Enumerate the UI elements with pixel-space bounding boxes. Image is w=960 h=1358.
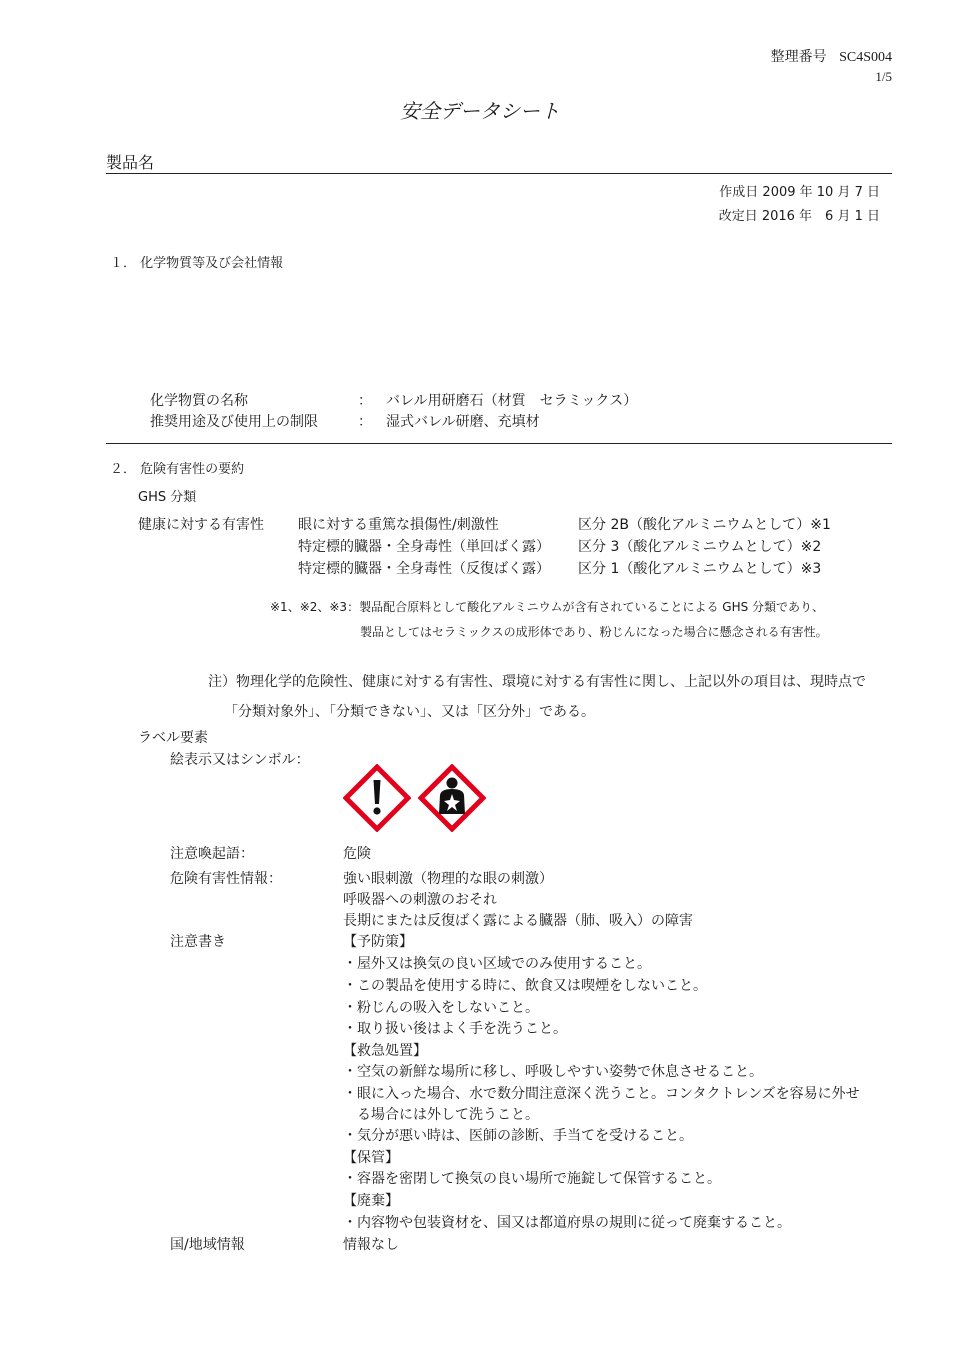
- precaution-heading-first-aid: 【救急処置】: [343, 1043, 427, 1059]
- created-date: 作成日 2009 年 10 月 7 日: [719, 185, 880, 200]
- health-hazard-icon: [418, 764, 486, 832]
- section1-heading: １． 化学物質等及び会社情報: [110, 256, 284, 271]
- precaution-line: ・眼に入った場合、水で数分間注意深く洗うこと。コンタクトレンズを容易に外せ: [343, 1086, 860, 1102]
- precaution-line: ・取り扱い後はよく手を洗うこと。: [343, 1021, 567, 1037]
- page-number: 1/5: [875, 69, 892, 84]
- product-underline: [106, 173, 892, 174]
- precaution-line: ・容器を密閉して換気の良い場所で施錠して保管すること。: [343, 1171, 721, 1187]
- precaution-line: ・内容物や包装資材を、国又は都道府県の規則に従って廃棄すること。: [343, 1215, 791, 1231]
- signal-word-label: 注意喚起語：: [170, 846, 254, 862]
- footnote-line-1: ※1、※2、※3：製品配合原料として酸化アルミニウムが含有されていることによる GHS 分類であり、: [270, 600, 825, 614]
- chemical-name-colon: ：: [358, 393, 372, 409]
- precaution-line: ・この製品を使用する時に、飲食又は喫煙をしないこと。: [343, 978, 707, 994]
- hazard-statement-3: 長期にまたは反復ばく露による臓器（肺、吸入）の障害: [343, 913, 693, 929]
- hazard-category-3: 区分 1（酸化アルミニウムとして）※3: [578, 561, 822, 577]
- precaution-line: ・粉じんの吸入をしないこと。: [343, 1000, 539, 1016]
- recommended-use-value: 湿式バレル研磨、充填材: [386, 414, 540, 430]
- precaution-heading-storage: 【保管】: [343, 1150, 399, 1166]
- pictogram-label: 絵表示又はシンボル：: [170, 752, 310, 768]
- reference-code: SC4S004: [839, 50, 892, 65]
- hazard-info-label: 危険有害性情報：: [170, 871, 282, 887]
- precaution-heading-disposal: 【廃棄】: [343, 1193, 399, 1209]
- hazard-name-3: 特定標的臓器・全身毒性（反復ばく露）: [298, 561, 550, 577]
- health-hazard-label: 健康に対する有害性: [138, 517, 264, 533]
- label-elements-heading: ラベル要素: [138, 730, 208, 746]
- precaution-line: ・気分が悪い時は、医師の診断、手当てを受けること。: [343, 1128, 693, 1144]
- precaution-line: ・空気の新鮮な場所に移し、呼吸しやすい姿勢で休息させること。: [343, 1064, 763, 1080]
- reference-label: 整理番号: [770, 49, 827, 65]
- section-divider: [106, 443, 892, 444]
- ghs-classification-label: GHS 分類: [138, 490, 197, 505]
- hazard-category-2: 区分 3（酸化アルミニウムとして）※2: [578, 539, 822, 555]
- region-info-label: 国/地域情報: [170, 1237, 245, 1253]
- chemical-name-value: バレル用研磨石（材質 セラミックス）: [386, 393, 638, 409]
- footnote-line-2: 製品としてはセラミックスの成形体であり、粉じんになった場合に懸念される有害性。: [360, 625, 828, 639]
- region-info-value: 情報なし: [343, 1237, 399, 1253]
- hazard-statement-1: 強い眼刺激（物理的な眼の刺激）: [343, 871, 553, 887]
- note-line-2: 「分類対象外」、「分類できない」、又は「区分外」である。: [224, 704, 595, 720]
- precaution-line: る場合には外して洗うこと。: [343, 1107, 539, 1123]
- recommended-use-colon: ：: [358, 414, 372, 430]
- document-title: 安全データシート: [400, 99, 560, 123]
- recommended-use-label: 推奨用途及び使用上の制限: [150, 414, 318, 430]
- precaution-line: ・屋外又は換気の良い区域でのみ使用すること。: [343, 956, 651, 972]
- precaution-heading-prevention: 【予防策】: [343, 934, 413, 950]
- hazard-category-1: 区分 2B（酸化アルミニウムとして）※1: [578, 517, 831, 533]
- hazard-statement-2: 呼吸器への刺激のおそれ: [343, 892, 497, 908]
- product-name-label: 製品名: [106, 153, 155, 172]
- precaution-label: 注意書き: [170, 934, 226, 950]
- hazard-name-1: 眼に対する重篤な損傷性/刺激性: [298, 517, 499, 533]
- reference-number: [632, 48, 892, 67]
- chemical-name-label: 化学物質の名称: [150, 393, 248, 409]
- note-line-1: 注）物理化学的危険性、健康に対する有害性、環境に対する有害性に関し、上記以外の項目は、現時点で: [208, 674, 866, 690]
- section2-heading: ２． 危険有害性の要約: [110, 462, 245, 477]
- exclamation-mark-icon: [343, 764, 411, 832]
- revised-date: 改定日 2016 年 6 月 1 日: [718, 209, 880, 224]
- signal-word: 危険: [343, 846, 371, 862]
- hazard-name-2: 特定標的臓器・全身毒性（単回ばく露）: [298, 539, 550, 555]
